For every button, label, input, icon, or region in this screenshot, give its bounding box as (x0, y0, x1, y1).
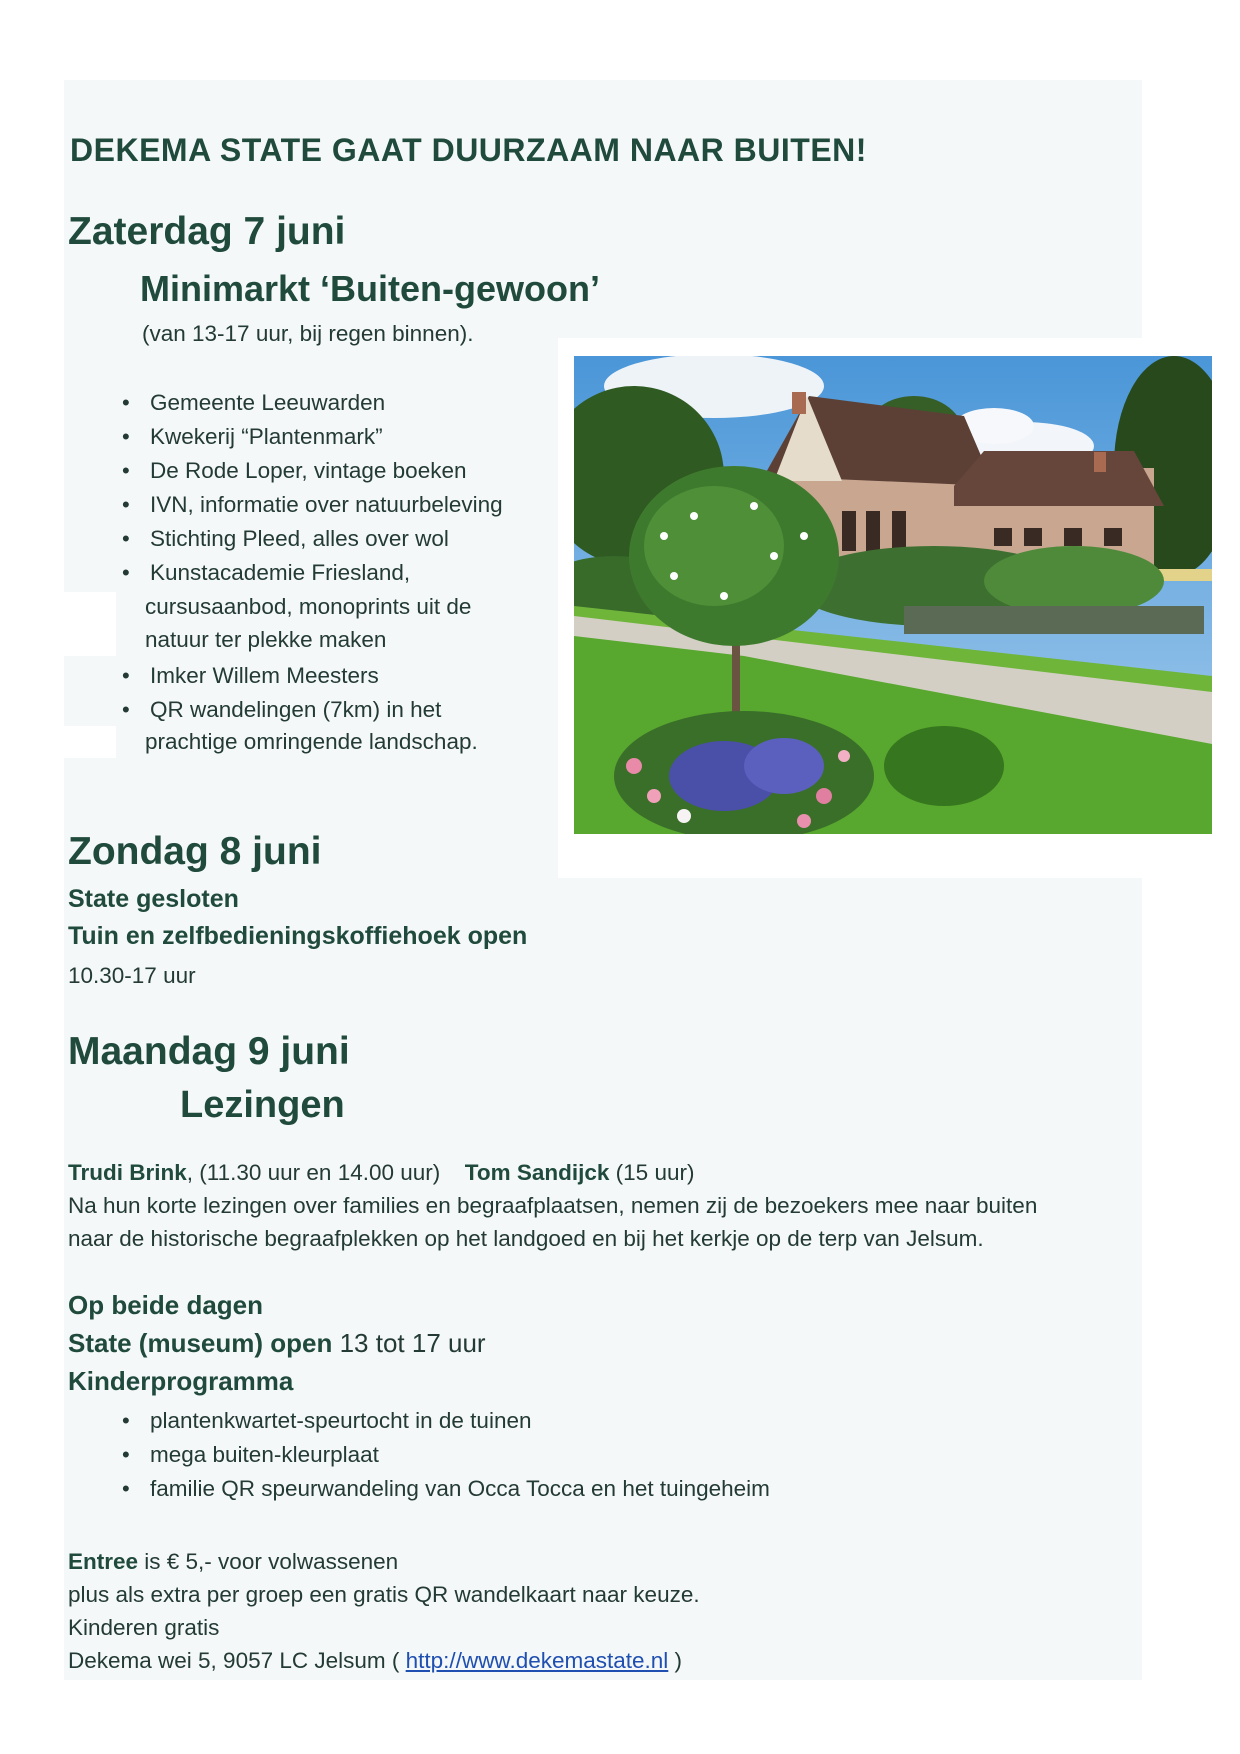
speakers-line (68, 1160, 694, 1186)
list-item: • Gemeente Leeuwarden (70, 386, 503, 420)
garden-open: Tuin en zelfbedieningskoffiehoek open (68, 922, 528, 950)
speaker-1-time: , (11.30 uur en 14.00 uur) (186, 1160, 441, 1185)
lecture-description-1: Na hun korte lezingen over families en begraafplaatsen, nemen zij de bezoekers mee naar buiten (68, 1193, 1038, 1218)
kids-heading: Kinderprogramma (68, 1366, 294, 1396)
list-item: • QR wandelingen (7km) in het (70, 693, 441, 727)
state-closed: State gesloten (68, 885, 239, 913)
state-open-hours: 13 tot 17 uur (332, 1328, 486, 1358)
state-open-label: State (museum) open (68, 1328, 333, 1358)
entree-label: Entree (68, 1549, 139, 1574)
list-item-continuation: natuur ter plekke maken (145, 627, 387, 652)
estate-garden-image (574, 356, 1212, 834)
minimarkt-title: Minimarkt ‘Buiten-gewoon’ (140, 268, 601, 309)
website-link[interactable]: http://www.dekemastate.nl (405, 1648, 669, 1673)
list-item: • plantenkwartet-speurtocht in de tuinen (70, 1404, 770, 1438)
address-end: ) (668, 1648, 683, 1673)
extra-line: plus als extra per groep een gratis QR wandelkaart naar keuze. (68, 1582, 700, 1607)
minimarkt-hours: (van 13-17 uur, bij regen binnen). (142, 321, 474, 346)
list-item: • Stichting Pleed, alles over wol (70, 522, 503, 556)
margin-notch (64, 726, 116, 758)
list-item: • Imker Willem Meesters (70, 659, 441, 693)
sunday-heading: Zondag 8 juni (68, 830, 322, 873)
lecture-description-2: naar de historische begraafplekken op het landgoed en bij het kerkje op de terp van Jelsum. (68, 1226, 984, 1251)
estate-photo (574, 356, 1212, 834)
market-list-2 (70, 659, 441, 727)
list-item: • IVN, informatie over natuurbeleving (70, 488, 503, 522)
kids-list (70, 1404, 770, 1506)
lectures-title: Lezingen (180, 1084, 345, 1126)
entree-price: is € 5,- voor volwassenen (138, 1549, 399, 1574)
speaker-2-time: (15 uur) (609, 1160, 695, 1185)
address: Dekema wei 5, 9057 LC Jelsum ( (68, 1648, 406, 1673)
sunday-hours: 10.30-17 uur (68, 963, 196, 988)
monday-heading: Maandag 9 juni (68, 1030, 350, 1073)
market-list (70, 386, 503, 590)
list-item-continuation: cursusaanbod, monoprints uit de (145, 594, 472, 619)
state-open-line (68, 1328, 486, 1359)
saturday-heading: Zaterdag 7 juni (68, 210, 346, 253)
list-item-continuation: prachtige omringende landschap. (145, 729, 478, 754)
speaker-2: Tom Sandijck (464, 1160, 610, 1185)
list-item: • De Rode Loper, vintage boeken (70, 454, 503, 488)
speaker-1: Trudi Brink (68, 1160, 187, 1185)
address-line (68, 1648, 682, 1674)
list-item: • familie QR speurwandeling van Occa Tocca en het tuingeheim (70, 1472, 770, 1506)
page-title: DEKEMA STATE GAAT DUURZAAM NAAR BUITEN! (70, 132, 867, 168)
list-item: • Kwekerij “Plantenmark” (70, 420, 503, 454)
list-item: • Kunstacademie Friesland, (70, 556, 503, 590)
list-item: • mega buiten-kleurplaat (70, 1438, 770, 1472)
entree-line (68, 1549, 398, 1575)
margin-notch (64, 592, 116, 656)
kids-free: Kinderen gratis (68, 1615, 220, 1640)
both-days-heading: Op beide dagen (68, 1290, 264, 1320)
